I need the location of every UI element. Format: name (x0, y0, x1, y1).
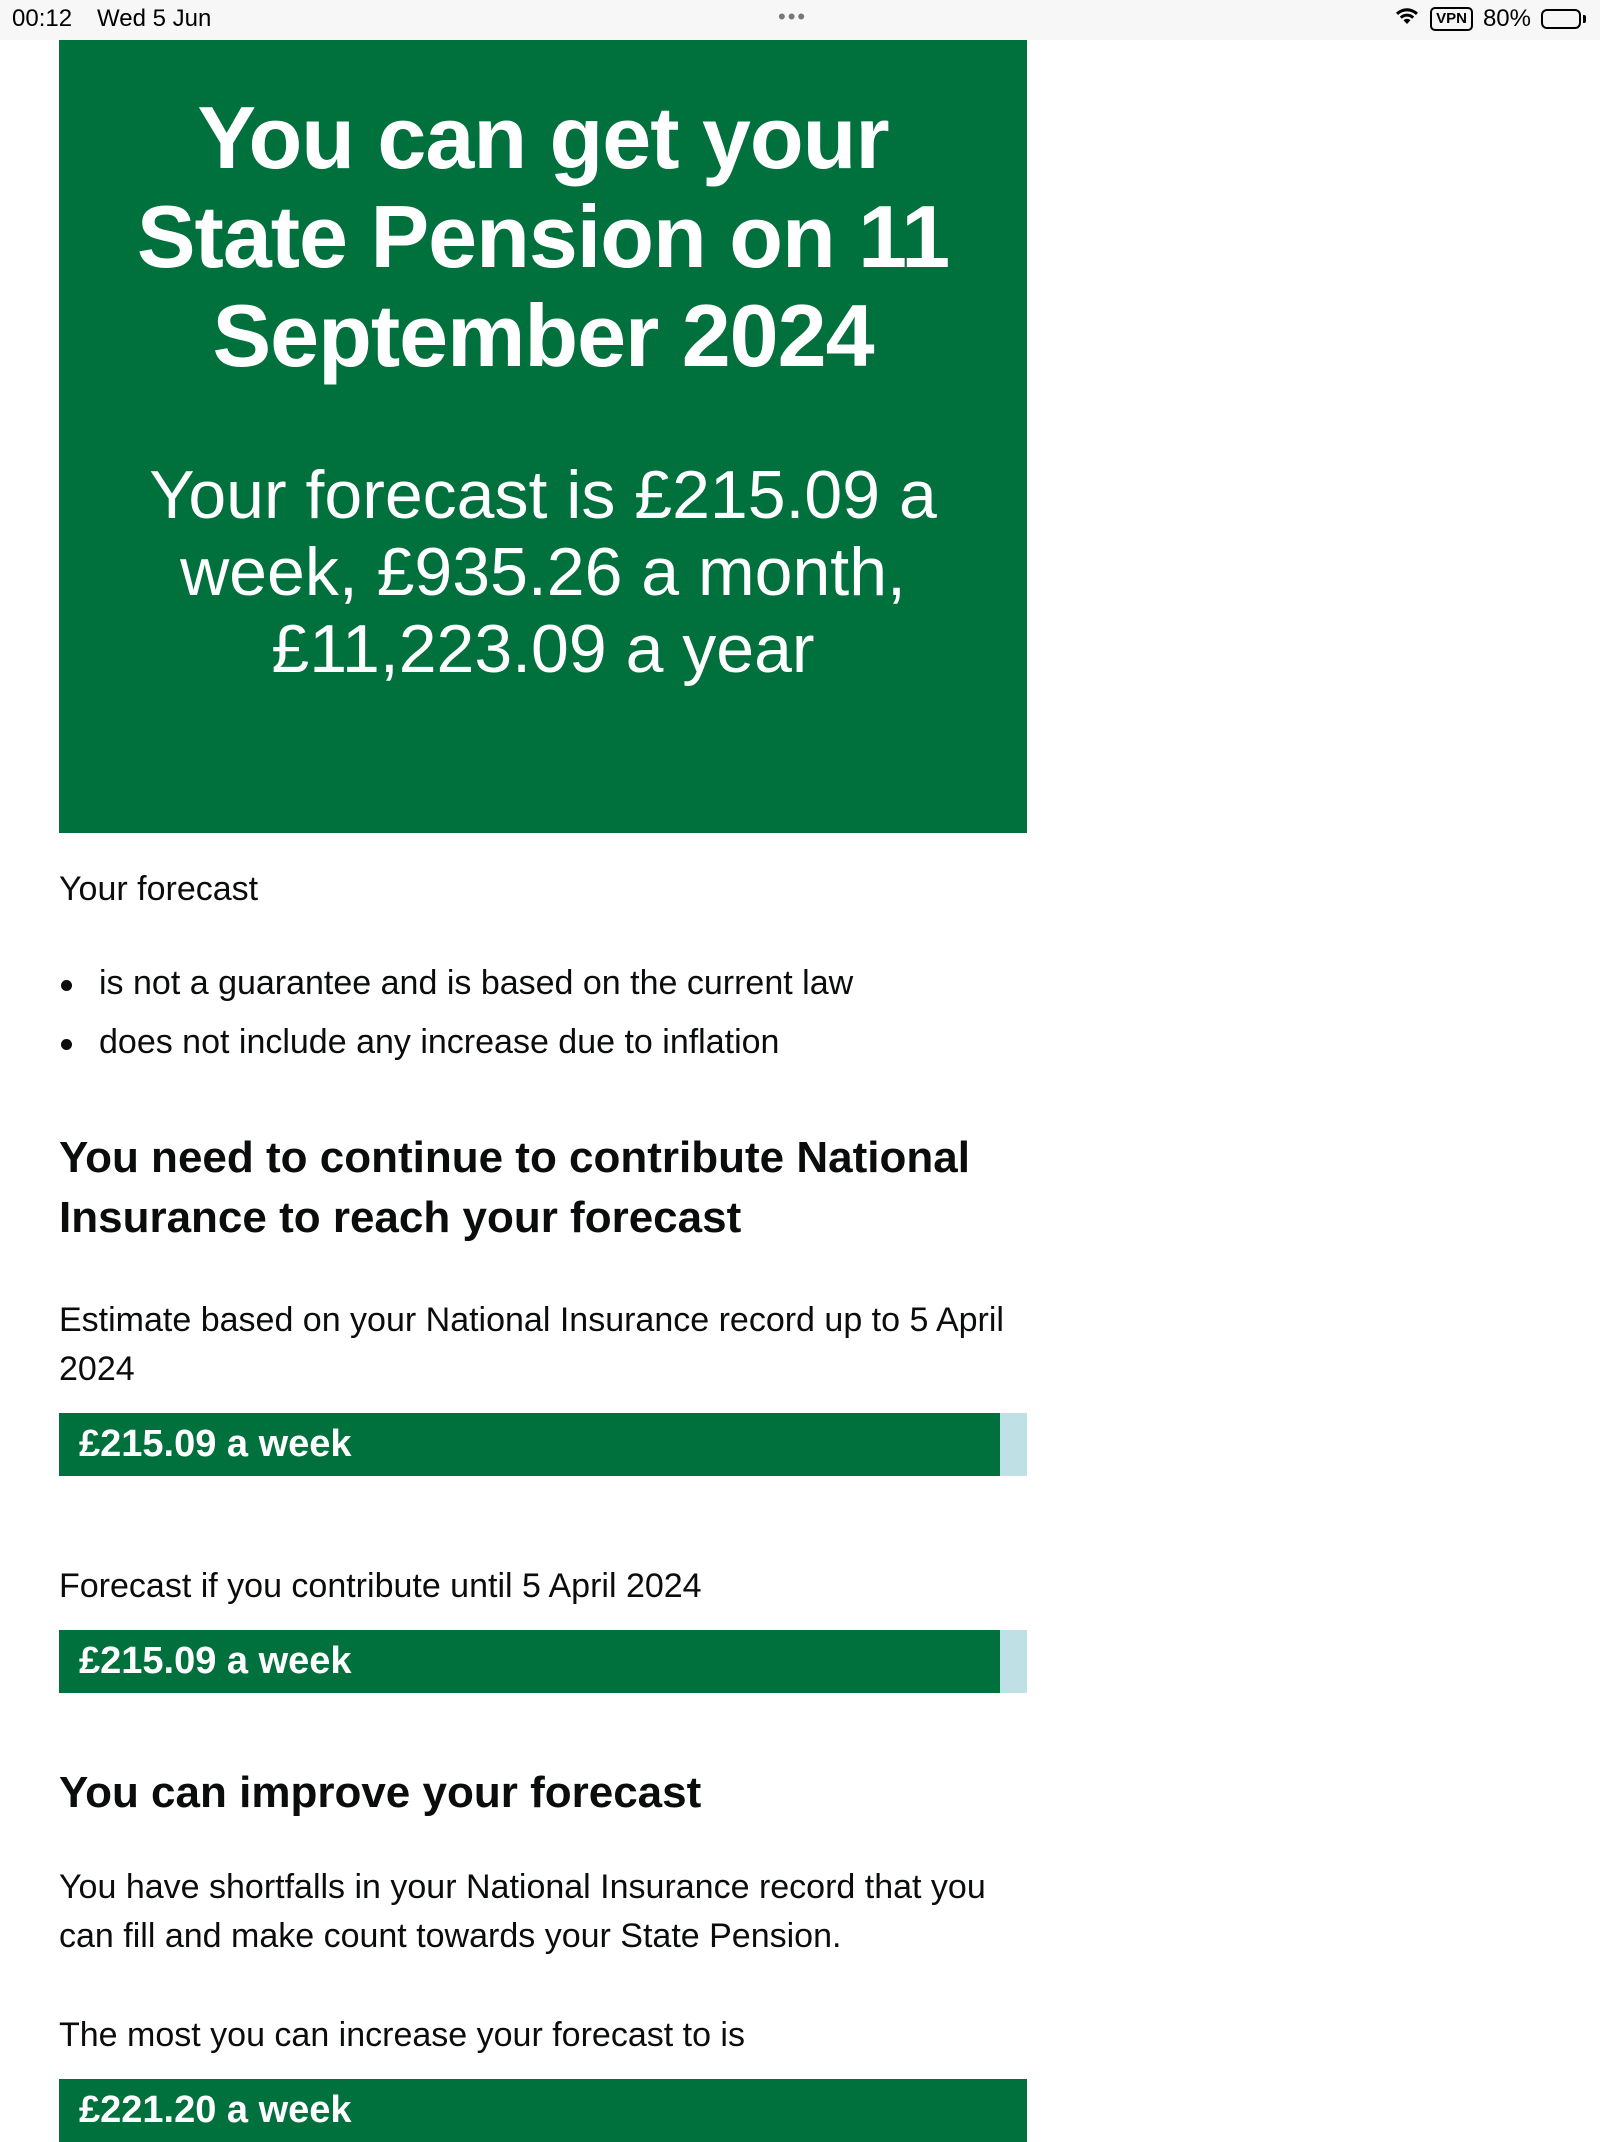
battery-percent: 80% (1482, 5, 1531, 32)
multitasking-dots[interactable]: ••• (778, 4, 808, 29)
forecast-notes-list (59, 954, 1027, 1072)
shortfall-text: You have shortfalls in your National Insurance record that you can fill and make count towards your State Pension. (59, 1868, 986, 1955)
pension-date-heading: You can get your State Pension on 11 September 2024 (136, 88, 950, 385)
status-bar (0, 0, 1600, 40)
list-item: is not a guarantee and is based on the current law (59, 954, 1027, 1013)
continue-contributing-heading: You need to continue to contribute National Insurance to reach your forecast (59, 1133, 970, 1242)
estimate-bar (59, 1413, 1027, 1476)
status-date: Wed 5 Jun (97, 5, 212, 32)
pension-summary-panel (59, 40, 1027, 833)
estimate-bar-value: £215.09 a week (79, 1423, 352, 1465)
max-increase-bar-value: £221.20 a week (79, 2089, 352, 2131)
main-content (59, 40, 1027, 2142)
list-item: does not include any increase due to inflation (59, 1013, 1027, 1072)
forecast-amounts: Your forecast is £215.09 a week, £935.26 a month, £11,223.09 a year (149, 457, 937, 687)
forecast-bar-value: £215.09 a week (79, 1640, 352, 1682)
status-indicators (1394, 5, 1586, 33)
forecast-bar (59, 1630, 1027, 1693)
forecast-intro: Your forecast (59, 870, 259, 908)
max-increase-label: The most you can increase your forecast to is (59, 2016, 745, 2054)
battery-icon (1541, 9, 1586, 29)
estimate-label: Estimate based on your National Insurance record up to 5 April 2024 (59, 1301, 1004, 1388)
improve-forecast-heading: You can improve your forecast (59, 1768, 702, 1817)
vpn-badge: VPN (1430, 7, 1473, 31)
wifi-icon (1394, 5, 1420, 33)
forecast-label: Forecast if you contribute until 5 April 2024 (59, 1567, 702, 1605)
status-time: 00:12 (12, 5, 73, 32)
